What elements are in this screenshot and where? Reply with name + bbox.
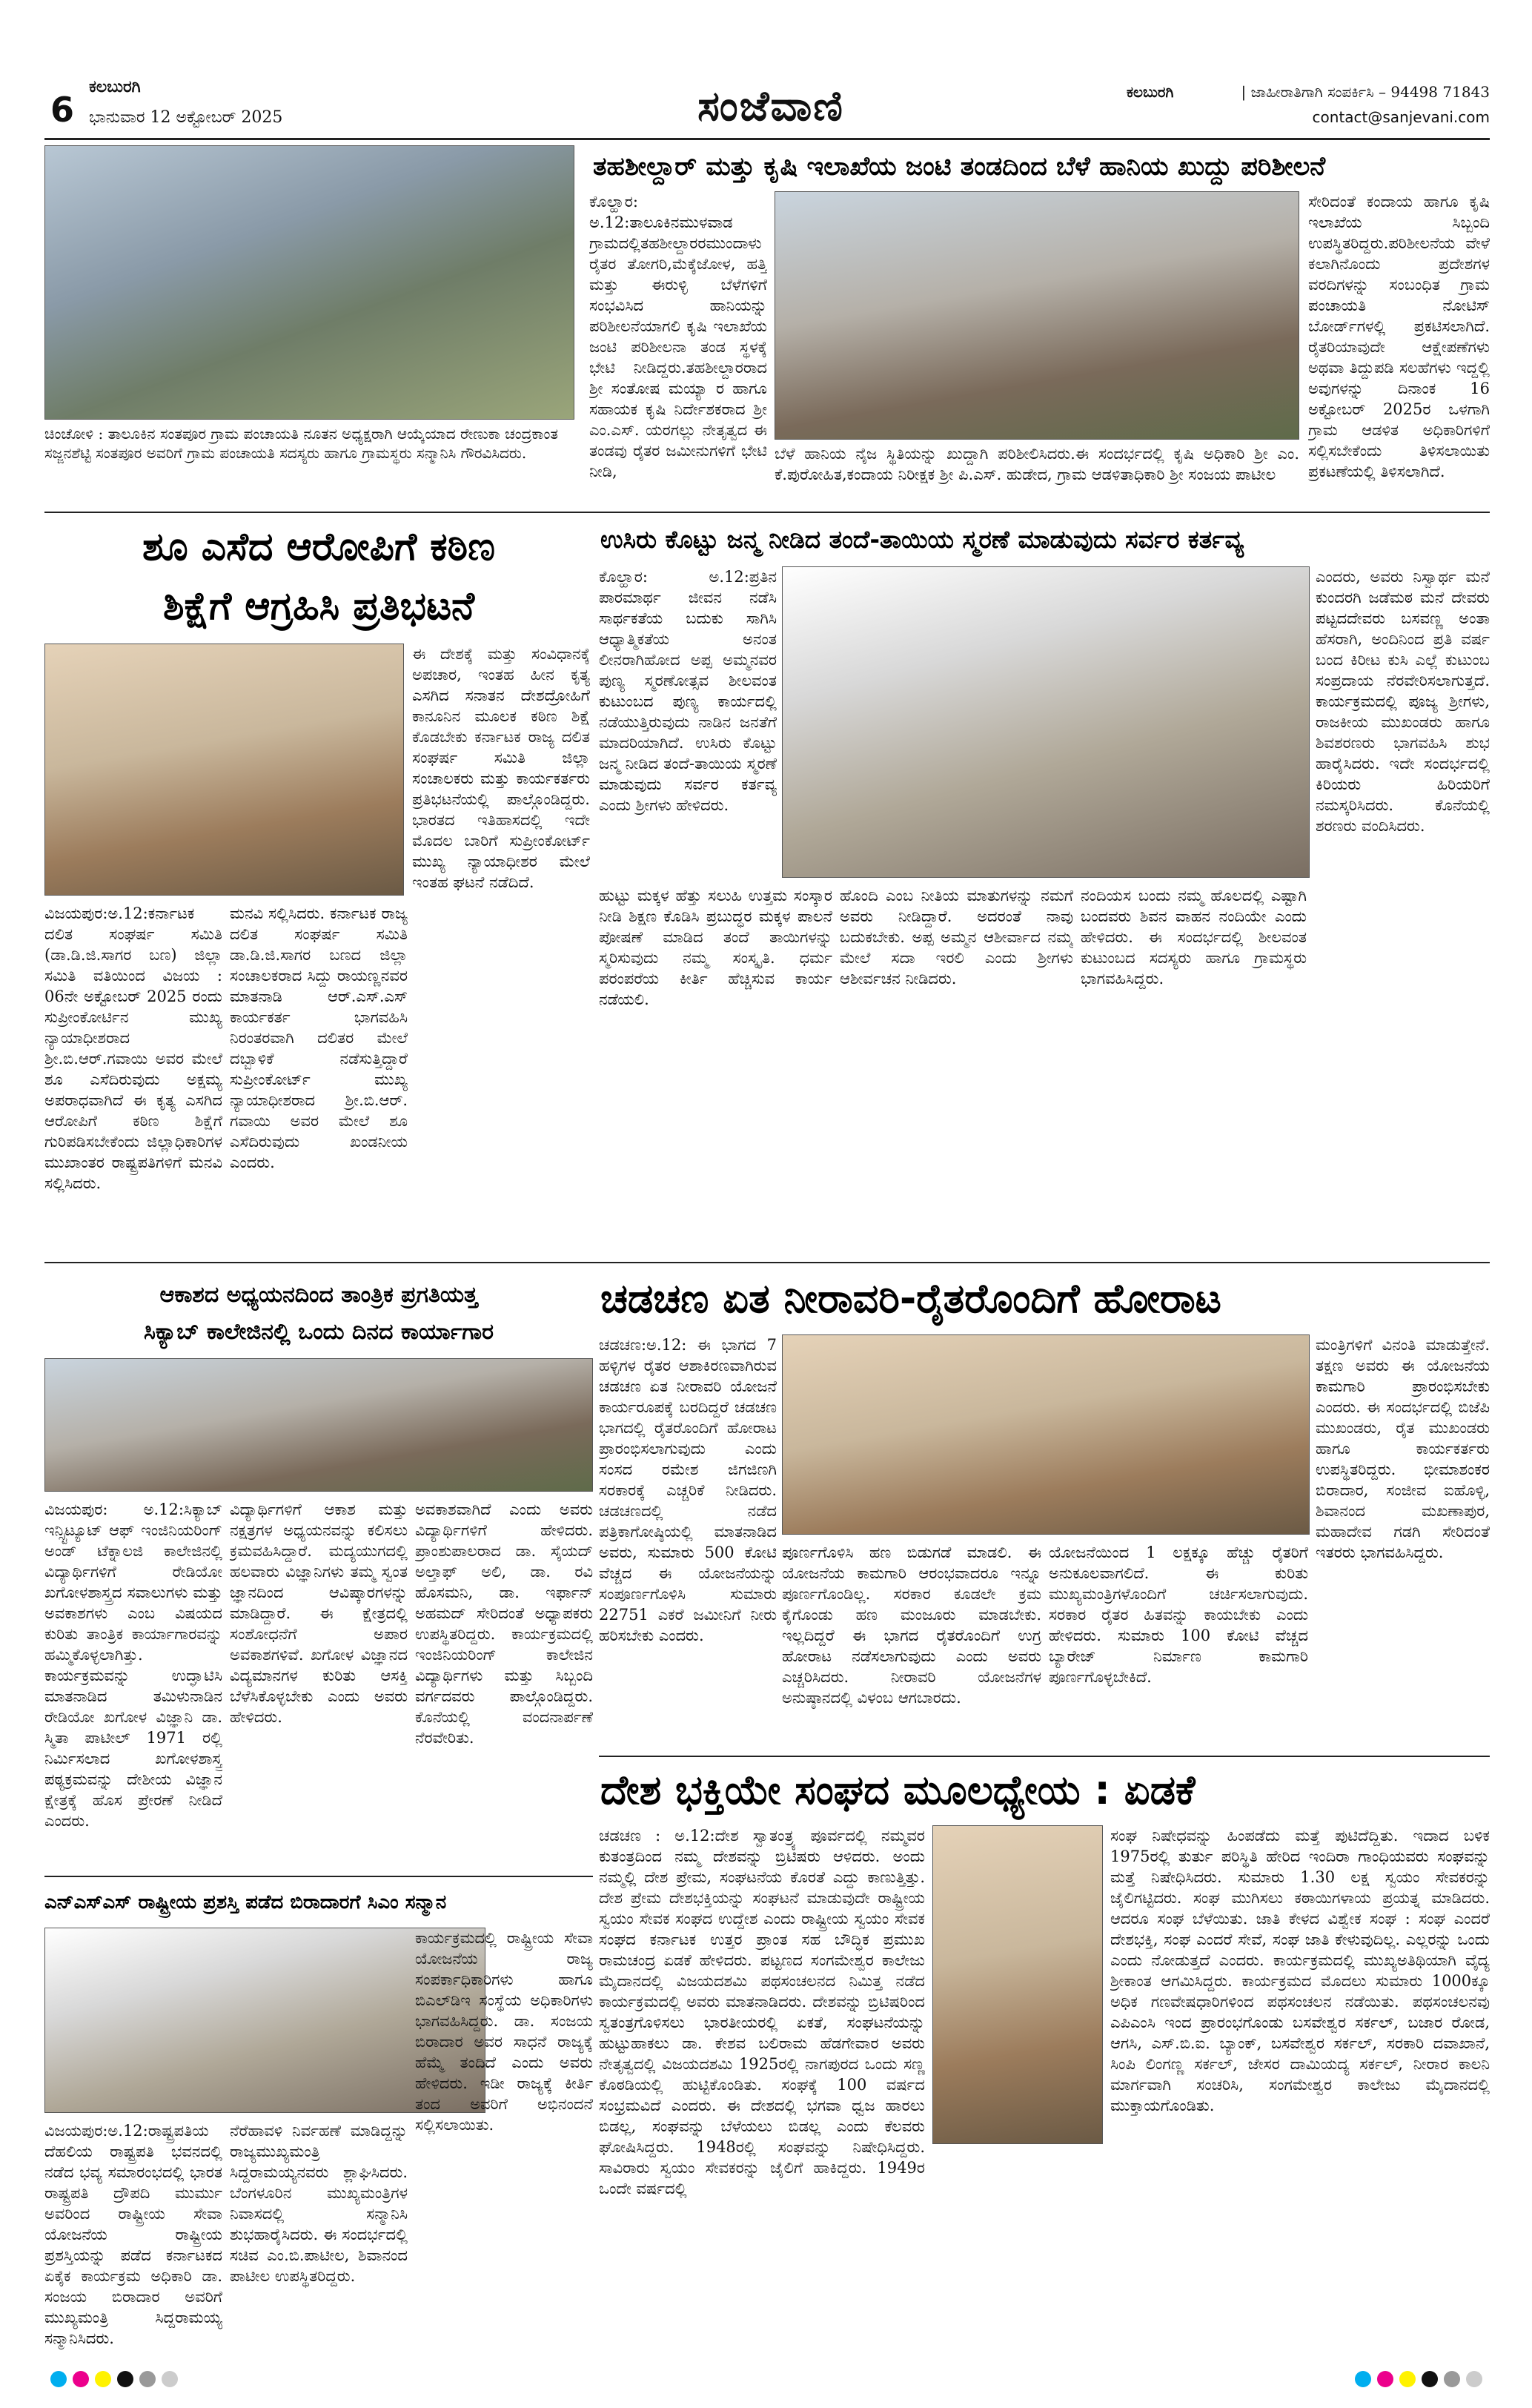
crop-inspection-photo — [775, 191, 1299, 440]
workshop-headline-1: ಆಕಾಶದ ಅಧ್ಯಯನದಿಂದ ತಾಂತ್ರಿಕ ಪ್ರಗತಿಯತ್ತ — [159, 1282, 478, 1308]
remembrance-col4: ನಂದಿಯಸ ಬಂದು ನಮ್ಮ ಹೊಲದಲ್ಲಿ ಎಷ್ಟಾಗಿ ಬಂದವರು ಶಿವನ ವಾಹನ ನಂದಿಯೇ ಎಂದು ಹೇಳಿದರು. ಈ ಸಂದರ್ಭದಲ್ಲಿ ಶೀಲವಂತ ಕುಟುಂಬದ ಸದಸ್ಯರು ಹಾಗೂ ಗ್ರಾಮಸ್ಥರು ಭಾಗವಹಿಸಿದ್ದರು. — [1081, 887, 1307, 988]
divider-1 — [44, 512, 1490, 513]
paper-logo — [623, 77, 919, 136]
masthead-city-left: ಕಲಬುರಗಿ — [89, 77, 141, 96]
workshop-photo — [44, 1358, 593, 1492]
crop-inspection-col2: ಬೆಳೆ ಹಾನಿಯ ನೈಜ ಸ್ಥಿತಿಯನ್ನು ಖುದ್ದಾಗಿ ಪರಿಶೀಲಿಸಿದರು.ಈ ಸಂದರ್ಭದಲ್ಲಿ ಕೃಷಿ ಅಧಿಕಾರಿ ಶ್ರೀ ಎಂ. ಕೆ.ಪುರೋಹಿತ,ಕಂದಾಯ ನಿರೀಕ್ಷಕ ಶ್ರೀ ಪಿ.ಎಸ್. ಹುಡೇದ, ಗ್ರಾಮ ಆಡಳಿತಾಧಿಕಾರಿ ಶ್ರೀ ಸಂಜಯ ಪಾಟೀಲ — [775, 445, 1299, 483]
paper-name: ಸಂಜೆವಾಣಿ — [697, 82, 844, 130]
masthead-rule — [44, 138, 1490, 140]
rss-col1: ಚಡಚಣ : ಅ.12:ದೇಶ ಸ್ವಾತಂತ್ರ್ಯ ಪೂರ್ವದಲ್ಲಿ ನಮ್ಮವರ ಕುತಂತ್ರದಿಂದ ನಮ್ಮ ದೇಶವನ್ನು ಬ್ರಿಟಿಷರು ಆಳಿದರು. ಅಂದು ನಮ್ಮಲ್ಲಿ ದೇಶ ಪ್ರೇಮ, ಸಂಘಟನೆಯ ಕೊರತೆ ಎದ್ದು ಕಾಣುತ್ತಿತ್ತು. ದೇಶ ಪ್ರೇಮ ದೇಶಭಕ್ತಿಯನ್ನು ಸಂಘಟನೆ ಮಾಡುವುದೇ ರಾಷ್ಟ್ರೀಯ ಸ್ವಯಂ ಸೇವಕ ಸಂಘದ ಉದ್ದೇಶ ಎಂದು ರಾಷ್ಟ್ರೀಯ ಸ್ವಯಂ ಸೇವಕ ಸಂಘದ ಕರ್ನಾಟಕ ಉತ್ತರ ಪ್ರಾಂತ ಸಹ ಬೌದ್ಧಿಕ ಪ್ರಮುಖ ರಾಮಚಂದ್ರ ಏಡಕೆ ಹೇಳಿದರು. ಪಟ್ಟಣದ ಸಂಗಮೇಶ್ವರ ಕಾಲೇಜು ಮೈದಾನದಲ್ಲಿ ವಿಜಯದಶಮಿ ಪಥಸಂಚಲನದ ನಿಮಿತ್ತ ನಡೆದ ಕಾರ್ಯಕ್ರಮದಲ್ಲಿ ಅವರು ಮಾತನಾಡಿದರು. ದೇಶವನ್ನು ಬ್ರಿಟಿಷರಿಂದ ಸ್ವತಂತ್ರಗೊಳಿಸಲು ಭಾರತೀಯರಲ್ಲಿ ಏಕತೆ, ಸಂಘಟನೆಯನ್ನು ಹುಟ್ಟುಹಾಕಲು ಡಾ. ಕೇಶವ ಬಲಿರಾಮ ಹೆಡಗೇವಾರ ಅವರು ನೇತೃತ್ವದಲ್ಲಿ ವಿಜಯದಶಮಿ 1925ರಲ್ಲಿ ನಾಗಪುರದ ಒಂದು ಸಣ್ಣ ಕೊಠಡಿಯಲ್ಲಿ ಹುಟ್ಟಿಕೊಂಡಿತು. ಸಂಘಕ್ಕೆ 100 ವರ್ಷದ ಸಂಭ್ರಮವಿದೆ ಎಂದರು. ಈ ದೇಶದಲ್ಲಿ ಭಗವಾ ಧ್ವಜ ಹಾರಲು ಬಿಡಲ್ಲ, ಸಂಘವನ್ನು ಬೆಳೆಯಲು ಬಿಡಲ್ಲ ಎಂದು ಕೆಲವರು ಘೋಷಿಸಿದ್ದರು. 1948ರಲ್ಲಿ ಸಂಘವನ್ನು ನಿಷೇಧಿಸಿದ್ದರು. ಸಾವಿರಾರು ಸ್ವಯಂ ಸೇವಕರನ್ನು ಜೈಲಿಗೆ ಹಾಕಿದ್ದರು. 1949ರ ಒಂದೇ ವರ್ಷದಲ್ಲಿ — [599, 1827, 925, 2197]
irrigation-col1: ಚಡಚಣ:ಅ.12: ಈ ಭಾಗದ 7 ಹಳ್ಳಿಗಳ ರೈತರ ಆಶಾಕಿರಣವಾಗಿರುವ ಚಡಚಣ ಏತ ನೀರಾವರಿ ಯೋಜನೆ ಕಾರ್ಯರೂಪಕ್ಕೆ ಬರದಿದ್ದರೆ ಚಡಚಣ ಭಾಗದಲ್ಲಿ ರೈತರೊಂದಿಗೆ ಹೋರಾಟ ಪ್ರಾರಂಭಿಸಲಾಗುವುದು ಎಂದು ಸಂಸದ ರಮೇಶ ಜಿಗಜಿಣಗಿ ಸರಕಾರಕ್ಕೆ ಎಚ್ಚರಿಕೆ ನೀಡಿದರು. ಚಡಚಣದಲ್ಲಿ ನಡೆದ ಪತ್ರಿಕಾಗೋಷ್ಠಿಯಲ್ಲಿ ಮಾತನಾಡಿದ ಅವರು, ಸುಮಾರು 500 ಕೋಟಿ ವೆಚ್ಚದ ಈ ಯೋಜನೆಯನ್ನು ಸಂಪೂರ್ಣಗೊಳಿಸಿ ಸುಮಾರು 22751 ಎಕರೆ ಜಮೀನಿಗೆ ನೀರು ಹರಿಸಬೇಕು ಎಂದರು. — [599, 1336, 777, 1644]
irrigation-col4: ಮಂತ್ರಿಗಳಿಗೆ ವಿನಂತಿ ಮಾಡುತ್ತೇನೆ. ತಕ್ಷಣ ಅವರು ಈ ಯೋಜನೆಯ ಕಾಮಗಾರಿ ಪ್ರಾರಂಭಿಸಬೇಕು ಎಂದರು. ಈ ಸಂದರ್ಭದಲ್ಲಿ ಬಿಜೆಪಿ ಮುಖಂಡರು, ರೈತ ಮುಖಂಡರು ಹಾಗೂ ಕಾರ್ಯಕರ್ತರು ಉಪಸ್ಥಿತರಿದ್ದರು. ಭೀಮಾಶಂಕರ ಬಿರಾದಾರ, ಸಂಜೀವ ಐಹೊಳ್ಳಿ, ಶಿವಾನಂದ ಮಖಣಾಪುರ, ಮಹಾದೇವ ಗಡಗಿ ಸೇರಿದಂತೆ ಇತರರು ಭಾಗವಹಿಸಿದ್ದರು. — [1316, 1336, 1490, 1561]
reg-dot-magenta-left — [73, 2371, 89, 2387]
santpur-felicitation-photo — [44, 145, 574, 420]
irrigation-photo — [782, 1334, 1310, 1535]
shoe-protest-headline-1: ಶೂ ಎಸೆದ ಆರೋಪಿಗೆ ಕಠಿಣ — [142, 525, 495, 569]
crop-inspection-headline: ತಹಶೀಲ್ದಾರ್ ಮತ್ತು ಕೃಷಿ ಇಲಾಖೆಯ ಜಂಟಿ ತಂಡದಿಂದ ಬೆಳೆ ಹಾನಿಯ ಖುದ್ದು ಪರಿಶೀಲನೆ — [593, 152, 1326, 182]
shoe-protest-headline-2: ಶಿಕ್ಷೆಗೆ ಆಗ್ರಹಿಸಿ ಪ್ರತಿಭಟನೆ — [162, 584, 475, 629]
reg-dot-yellow-left — [95, 2371, 111, 2387]
reg-dot-black-left — [117, 2371, 133, 2387]
shoe-protest-col3: ಈ ದೇಶಕ್ಕೆ ಮತ್ತು ಸಂವಿಧಾನಕ್ಕೆ ಅಪಚಾರ, ಇಂತಹ ಹೀನ ಕೃತ್ಯ ಎಸಗಿದ ಸನಾತನ ದೇಶದ್ರೋಹಿಗೆ ಕಾನೂನಿನ ಮೂಲಕ ಕಠಿಣ ಶಿಕ್ಷೆ ಕೊಡಬೇಕು ಕರ್ನಾಟಕ ರಾಜ್ಯ ದಲಿತ ಸಂಘರ್ಷ ಸಮಿತಿ ಜಿಲ್ಲಾ ಸಂಚಾಲಕರು ಮತ್ತು ಕಾರ್ಯಕರ್ತರು ಪ್ರತಿಭಟನೆಯಲ್ಲಿ ಪಾಲ್ಗೊಂಡಿದ್ದರು. ಭಾರತದ ಇತಿಹಾಸದಲ್ಲಿ ಇದೇ ಮೊದಲ ಬಾರಿಗೆ ಸುಪ್ರೀಂಕೋರ್ಟ್ ಮುಖ್ಯ ನ್ಯಾಯಾಧೀಶರ ಮೇಲೆ ಇಂತಹ ಘಟನೆ ನಡೆದಿದೆ. — [412, 645, 590, 891]
remembrance-photo — [782, 566, 1310, 878]
masthead-city-right: ಕಲಬುರಗಿ — [1127, 83, 1174, 101]
rss-headline: ದೇಶ ಭಕ್ತಿಯೇ ಸಂಘದ ಮೂಲಧ್ಯೇಯ : ಏಡಕೆ — [600, 1767, 1196, 1813]
santpur-felicitation-caption: ಚಿಂಚೋಳಿ : ತಾಲೂಕಿನ ಸಂತಪೂರ ಗ್ರಾಮ ಪಂಚಾಯತಿ ನೂತನ ಅಧ್ಯಕ್ಷರಾಗಿ ಆಯ್ಕೆಯಾದ ರೇಣುಕಾ ಚಂದ್ರಕಾಂತ ಸಜ್ಜನಶೆಟ್ಟಿ ಸಂತಪೂರ ಅವರಿಗೆ ಗ್ರಾಮ ಪಂಚಾಯತಿ ಸದಸ್ಯರು ಹಾಗೂ ಗ್ರಾಮಸ್ಥರು ಸನ್ಮಾನಿಸಿ ಗೌರವಿಸಿದರು. — [44, 425, 558, 462]
shoe-protest-col1: ವಿಜಯಪುರ:ಅ.12:ಕರ್ನಾಟಕ ದಲಿತ ಸಂಘರ್ಷ ಸಮಿತಿ (ಡಾ.ಡಿ.ಜಿ.ಸಾಗರ ಬಣ) ಜಿಲ್ಲಾ ಸಮಿತಿ ವತಿಯಿಂದ ವಿಜಯ : 06ನೇ ಅಕ್ಟೋಬರ್ 2025 ರಂದು ಸುಪ್ರೀಂಕೋರ್ಟಿನ ಮುಖ್ಯ ನ್ಯಾಯಾಧೀಶರಾದ ಶ್ರೀ.ಬಿ.ಆರ್.ಗವಾಯಿ ಅವರ ಮೇಲೆ ಶೂ ಎಸೆದಿರುವುದು ಅಕ್ಷಮ್ಯ ಅಪರಾಧವಾಗಿದೆ ಈ ಕೃತ್ಯ ಎಸಗಿದ ಆರೋಪಿಗೆ ಕಠಿಣ ಶಿಕ್ಷೆಗೆ ಗುರಿಪಡಿಸಬೇಕೆಂದು ಜಿಲ್ಲಾಧಿಕಾರಿಗಳ ಮುಖಾಂತರ ರಾಷ್ಟ್ರಪತಿಗಳಿಗೆ ಮನವಿ ಸಲ್ಲಿಸಿದರು. — [44, 904, 222, 1192]
workshop-headline-2: ಸಿಕ್ಯಾಬ್ ಕಾಲೇಜಿನಲ್ಲಿ ಒಂದು ದಿನದ ಕಾರ್ಯಾಗಾರ — [144, 1319, 494, 1345]
remembrance-col5: ಎಂದರು, ಅವರು ನಿಸ್ವಾರ್ಥ ಮನೆ ಕುಂದರಗಿ ಜಡೆಮಠ ಮನೆ ದೇವರು ಪಟ್ಟದದೇವರು ಬಸವಣ್ಣ ಅಂತಾ ಹೆಸರಾಗಿ, ಅಂದಿನಿಂದ ಪ್ರತಿ ವರ್ಷ ಬಂದ ಕಿರೀಟ ಕುಸಿ ಎಲ್ಲೆ ಕುಟುಂಬ ಸಂಪ್ರದಾಯ ನೆರವೇರಿಸಲಾಗುತ್ತದೆ. ಕಾರ್ಯಕ್ರಮದಲ್ಲಿ ಪೂಜ್ಯ ಶ್ರೀಗಳು, ರಾಜಕೀಯ ಮುಖಂಡರು ಹಾಗೂ ಶಿವಶರಣರು ಭಾಗವಹಿಸಿ ಶುಭ ಹಾರೈಸಿದರು. ಇದೇ ಸಂದರ್ಭದಲ್ಲಿ ಕಿರಿಯರು ಹಿರಿಯರಿಗೆ ನಮಸ್ಕರಿಸಿದರು. ಕೊನೆಯಲ್ಲಿ ಶರಣರು ವಂದಿಸಿದರು. — [1316, 568, 1490, 835]
reg-dot-lightgrey-left — [162, 2371, 178, 2387]
nss-award-headline: ಎನ್‌ಎಸ್‌ಎಸ್ ರಾಷ್ಟ್ರೀಯ ಪ್ರಶಸ್ತಿ ಪಡೆದ ಬಿರಾದಾರಗೆ ಸಿಎಂ ಸನ್ಮಾನ — [44, 1891, 447, 1914]
divider-4 — [44, 1876, 593, 1877]
crop-inspection-col1: ಕೊಲ್ಹಾರ: ಅ.12:ತಾಲೂಕಿನಮುಳವಾಡ ಗ್ರಾಮದಲ್ಲಿತಹಶೀಲ್ದಾರರಮುಂದಾಳು ರೈತರ ತೋಗರಿ,ಮೆಕ್ಕೆಜೋಳ, ಹತ್ತಿ ಮತ್ತು ಈರುಳ್ಳಿ ಬೆಳೆಗಳಿಗೆ ಸಂಭವಿಸಿದ ಹಾನಿಯನ್ನು ಪರಿಶೀಲನೆಯಾಗಲಿ ಕೃಷಿ ಇಲಾಖೆಯ ಜಂಟಿ ಪರಿಶೀಲನಾ ತಂಡ ಸ್ಥಳಕ್ಕೆ ಭೇಟಿ ನೀಡಿದ್ದರು.ತಹಶೀಲ್ದಾರರಾದ ಶ್ರೀ ಸಂತೋಷ ಮಯ್ಯಾ ರ ಹಾಗೂ ಸಹಾಯಕ ಕೃಷಿ ನಿರ್ದೇಶಕರಾದ ಶ್ರೀ ಎಂ.ಎಸ್. ಯರಗಲ್ಲು ನೇತೃತ್ವದ ಈ ತಂಡವು ರೈತರ ಜಮೀನುಗಳಿಗೆ ಭೇಟಿ ನೀಡಿ, — [589, 193, 767, 480]
workshop-col2: ವಿದ್ಯಾರ್ಥಿಗಳಿಗೆ ಆಕಾಶ ಮತ್ತು ನಕ್ಷತ್ರಗಳ ಅಧ್ಯಯನವನ್ನು ಕಲಿಸಲು ಕ್ರಮವಹಿಸಿದ್ದಾರೆ. ಮದ್ಯಯುಗದಲ್ಲಿ ಹಲವಾರು ವಿಜ್ಞಾನಿಗಳು ತಮ್ಮ ಸ್ವಂತ ಜ್ಞಾನದಿಂದ ಆವಿಷ್ಕಾರಗಳನ್ನು ಮಾಡಿದ್ದಾರೆ. ಈ ಕ್ಷೇತ್ರದಲ್ಲಿ ಸಂಶೋಧನೆಗೆ ಅಪಾರ ಅವಕಾಶಗಳಿವೆ. ಖಗೋಳ ವಿಜ್ಞಾನದ ವಿದ್ಯಮಾನಗಳ ಕುರಿತು ಆಸಕ್ತಿ ಬೆಳೆಸಿಕೊಳ್ಳಬೇಕು ಎಂದು ಅವರು ಹೇಳಿದರು. — [230, 1501, 408, 1726]
remembrance-col1: ಕೊಲ್ಹಾರ: ಅ.12:ಪ್ರತಿನ ಪಾರಮಾರ್ಥ ಜೀವನ ನಡೆಸಿ ಸಾರ್ಥಕತೆಯ ಬದುಕು ಸಾಗಿಸಿ ಆಧ್ಯಾತ್ಮಿಕತೆಯ ಅನಂತ ಲೀನರಾಗಿಹೋದ ಅಪ್ಪ ಅಮ್ಮನವರ ಪುಣ್ಯ ಸ್ಮರಣೋತ್ಸವ ಶೀಲವಂತ ಕುಟುಂಬದ ಪುಣ್ಯ ಕಾರ್ಯದಲ್ಲಿ ನಡೆಯುತ್ತಿರುವುದು ನಾಡಿನ ಜನತೆಗೆ ಮಾದರಿಯಾಗಿದೆ. ಉಸಿರು ಕೊಟ್ಟು ಜನ್ಮ ನೀಡಿದ ತಂದೆ-ತಾಯಿಯ ಸ್ಮರಣೆ ಮಾಡುವುದು ಸರ್ವರ ಕರ್ತವ್ಯ ಎಂದು ಶ್ರೀಗಳು ಹೇಳಿದರು. — [599, 568, 777, 814]
rss-col2: ಸಂಘ ನಿಷೇಧವನ್ನು ಹಿಂಪಡೆದು ಮತ್ತೆ ಪುಟಿದೆದ್ದಿತು. ಇದಾದ ಬಳಿಕ 1975ರಲ್ಲಿ ತುರ್ತು ಪರಿಸ್ಥಿತಿ ಹೇರಿದ ಇಂದಿರಾ ಗಾಂಧಿಯವರು ಸಂಘವನ್ನು ಮತ್ತೆ ನಿಷೇಧಿಸಿದರು. ಸುಮಾರು 1.30 ಲಕ್ಷ ಸ್ವಯಂ ಸೇವಕರನ್ನು ಜೈಲಿಗಟ್ಟಿದರು. ಸಂಘ ಮುಗಿಸಲು ಕಠಾಯಿಗಳಾಯ ಪ್ರಯತ್ನ ಮಾಡಿದರು. ಆದರೂ ಸಂಘ ಬೆಳೆಯಿತು. ಜಾತಿ ಕೇಳದ ವಿಶ್ವೇಕ ಸಂಘ : ಸಂಘ ಎಂದರೆ ದೇಶಭಕ್ತಿ, ಸಂಘ ಎಂದರೆ ಸೇವೆ, ಸಂಘ ಜಾತಿ ಕೇಳುವುದಿಲ್ಲ. ಎಲ್ಲರನ್ನು ಒಂದು ಎಂದು ನೋಡುತ್ತದೆ ಎಂದರು. ಕಾರ್ಯಕ್ರಮದಲ್ಲಿ ಮುಖ್ಯಅತಿಥಿಯಾಗಿ ವೈದ್ಯ ಶ್ರೀಕಾಂತ ಆಗಮಿಸಿದ್ದರು. ಕಾರ್ಯಕ್ರಮದ ಮೊದಲು ಸುಮಾರು 1000ಕ್ಕೂ ಅಧಿಕ ಗಣವೇಷಧಾರಿಗಳಿಂದ ಪಥಸಂಚಲನ ನಡೆಯಿತು. ಪಥಸಂಚಲನವು ಎಪಿಎಂಸಿ ಇಂದ ಪ್ರಾರಂಭಗೊಂಡು ಬಸವೇಶ್ವರ ಸರ್ಕಲ್, ಬಜಾರ ರೋಡ, ಆಗಸಿ, ಎಸ್.ಬಿ.ಐ. ಬ್ಯಾಂಕ್, ಬಸವೇಶ್ವರ ಸರ್ಕಲ್, ಸರಕಾರಿ ದವಾಖಾನೆ, ಸಿಂಪಿ ಲಿಂಗಣ್ಣ ಸರ್ಕಲ್, ಜೇಸರ ದಾಮಿಯದ್ಯ ಸರ್ಕಲ್, ನೀರಾರ ಕಾಲನಿ ಮಾರ್ಗವಾಗಿ ಸಂಚರಿಸಿ, ಸಂಗಮೇಶ್ವರ ಕಾಲೇಜು ಮೈದಾನದಲ್ಲಿ ಮುಕ್ತಾಯಗೊಂಡಿತು. — [1110, 1827, 1490, 2114]
email-link[interactable]: contact@sanjevani.com — [1312, 108, 1490, 126]
reg-dot-yellow-right — [1399, 2371, 1416, 2387]
divider-3 — [599, 1756, 1490, 1757]
irrigation-headline: ಚಡಚಣ ಏತ ನೀರಾವರಿ-ರೈತರೊಂದಿಗೆ ಹೋರಾಟ — [600, 1275, 1221, 1322]
reg-dot-grey-right — [1444, 2371, 1460, 2387]
masthead-date: ಭಾನುವಾರ 12 ಅಕ್ಟೋಬರ್ 2025 — [89, 108, 283, 127]
reg-dot-magenta-right — [1377, 2371, 1393, 2387]
shoe-protest-photo — [44, 644, 404, 896]
reg-dot-black-right — [1422, 2371, 1438, 2387]
ad-contact: | ಜಾಹೀರಾತಿಗಾಗಿ ಸಂಪರ್ಕಿಸಿ – 94498 71843 — [1241, 83, 1490, 101]
reg-dot-grey-left — [139, 2371, 156, 2387]
divider-2 — [44, 1262, 1490, 1263]
reg-dot-cyan-right — [1355, 2371, 1371, 2387]
irrigation-col2: ಪೂರ್ಣಗೊಳಿಸಿ ಹಣ ಬಿಡುಗಡೆ ಮಾಡಲಿ. ಈ ಯೋಜನೆಯ ಕಾಮಗಾರಿ ಆರಂಭವಾದರೂ ಇನ್ನೂ ಪೂರ್ಣಗೊಂಡಿಲ್ಲ. ಸರಕಾರ ಕೂಡಲೇ ಕ್ರಮ ಕೈಗೊಂಡು ಹಣ ಮಂಜೂರು ಮಾಡಬೇಕು. ಇಲ್ಲದಿದ್ದರೆ ಈ ಭಾಗದ ರೈತರೊಂದಿಗೆ ಉಗ್ರ ಹೋರಾಟ ನಡೆಸಲಾಗುವುದು ಎಂದು ಅವರು ಎಚ್ಚರಿಸಿದರು. ನೀರಾವರಿ ಯೋಜನೆಗಳ ಅನುಷ್ಠಾನದಲ್ಲಿ ವಿಳಂಬ ಆಗಬಾರದು. — [782, 1544, 1041, 1707]
page-number: 6 — [50, 90, 75, 130]
nss-award-col2: ನೆರೆಹಾವಳಿ ನಿರ್ವಹಣೆ ಮಾಡಿದ್ದನ್ನು ರಾಜ್ಯಮುಖ್ಯಮಂತ್ರಿ ಸಿದ್ದರಾಮಯ್ಯನವರು ಶ್ಲಾಘಿಸಿದರು. ಬೆಂಗಳೂರಿನ ಮುಖ್ಯಮಂತ್ರಿಗಳ ನಿವಾಸದಲ್ಲಿ ಸನ್ಮಾನಿಸಿ ಶುಭಹಾರೈಸಿದರು. ಈ ಸಂದರ್ಭದಲ್ಲಿ ಸಚಿವ ಎಂ.ಬಿ.ಪಾಟೀಲ, ಶಿವಾನಂದ ಪಾಟೀಲ ಉಪಸ್ಥಿತರಿದ್ದರು. — [230, 2122, 408, 2285]
remembrance-headline: ಉಸಿರು ಕೊಟ್ಟು ಜನ್ಮ ನೀಡಿದ ತಂದೆ-ತಾಯಿಯ ಸ್ಮರಣೆ ಮಾಡುವುದು ಸರ್ವರ ಕರ್ತವ್ಯ — [600, 525, 1244, 554]
reg-dot-cyan-left — [50, 2371, 67, 2387]
rss-speaker-photo — [932, 1825, 1103, 2144]
workshop-col1: ವಿಜಯಪುರ: ಅ.12:ಸಿಕ್ಯಾಬ್ ಇನ್ಸ್ಟಿಟ್ಯೂಟ್ ಆಫ್ ಇಂಜಿನಿಯರಿಂಗ್ ಅಂಡ್ ಟೆಕ್ನಾಲಜಿ ಕಾಲೇಜಿನಲ್ಲಿ ವಿದ್ಯಾರ್ಥಿಗಳಿಗೆ ರೇಡಿಯೋ ಖಗೋಳಶಾಸ್ತ್ರದ ಸವಾಲುಗಳು ಮತ್ತು ಅವಕಾಶಗಳು ಎಂಬ ವಿಷಯದ ಕುರಿತು ತಾಂತ್ರಿಕ ಕಾರ್ಯಾಗಾರವನ್ನು ಹಮ್ಮಿಕೊಳ್ಳಲಾಗಿತ್ತು. ಕಾರ್ಯಕ್ರಮವನ್ನು ಉದ್ಘಾಟಿಸಿ ಮಾತನಾಡಿದ ತಮಿಳುನಾಡಿನ ರೇಡಿಯೋ ಖಗೋಳ ವಿಜ್ಞಾನಿ ಡಾ. ಸ್ಮಿತಾ ಪಾಟೀಲ್ 1971 ರಲ್ಲಿ ನಿರ್ಮಿಸಲಾದ ಖಗೋಳಶಾಸ್ತ್ರ ಪಠ್ಯಕ್ರಮವನ್ನು ದೇಶೀಯ ವಿಜ್ಞಾನ ಕ್ಷೇತ್ರಕ್ಕೆ ಹೊಸ ಪ್ರೇರಣೆ ನೀಡಿದೆ ಎಂದರು. — [44, 1501, 222, 1830]
nss-award-col1: ವಿಜಯಪುರ:ಅ.12:ರಾಷ್ಟ್ರಪತಿಯ ದೆಹಲಿಯ ರಾಷ್ಟ್ರಪತಿ ಭವನದಲ್ಲಿ ನಡೆದ ಭವ್ಯ ಸಮಾರಂಭದಲ್ಲಿ ಭಾರತ ರಾಷ್ಟ್ರಪತಿ ದ್ರೌಪದಿ ಮುರ್ಮು ಅವರಿಂದ ರಾಷ್ಟ್ರೀಯ ಸೇವಾ ಯೋಜನೆಯ ರಾಷ್ಟ್ರೀಯ ಪ್ರಶಸ್ತಿಯನ್ನು ಪಡೆದ ಕರ್ನಾಟಕದ ಏಕೈಕ ಕಾರ್ಯಕ್ರಮ ಅಧಿಕಾರಿ ಡಾ. ಸಂಜಯ ಬಿರಾದಾರ ಅವರಿಗೆ ಮುಖ್ಯಮಂತ್ರಿ ಸಿದ್ದರಾಮಯ್ಯ ಸನ್ಮಾನಿಸಿದರು. — [44, 2122, 222, 2347]
irrigation-col3: ಯೋಜನೆಯಿಂದ 1 ಲಕ್ಷಕ್ಕೂ ಹೆಚ್ಚು ರೈತರಿಗೆ ಅನುಕೂಲವಾಗಲಿದೆ. ಈ ಕುರಿತು ಮುಖ್ಯಮಂತ್ರಿಗಳೊಂದಿಗೆ ಚರ್ಚಿಸಲಾಗುವುದು. ಸರಕಾರ ರೈತರ ಹಿತವನ್ನು ಕಾಯಬೇಕು ಎಂದು ಹೇಳಿದರು. ಸುಮಾರು 100 ಕೋಟಿ ವೆಚ್ಚದ ಬ್ಯಾರೇಜ್ ನಿರ್ಮಾಣ ಕಾಮಗಾರಿ ಪೂರ್ಣಗೊಳ್ಳಬೇಕಿದೆ. — [1049, 1544, 1308, 1686]
reg-dot-lightgrey-right — [1466, 2371, 1482, 2387]
remembrance-col3: ಹೊಂದಿ ಎಂಬ ನೀತಿಯ ಮಾತುಗಳನ್ನು ನಮಗೆ ಅವರು ನೀಡಿದ್ದಾರೆ. ಅದರಂತೆ ನಾವು ಬದುಕಬೇಕು. ಅಪ್ಪ ಅಮ್ಮನ ಆಶೀರ್ವಾದ ನಮ್ಮ ಮೇಲೆ ಸದಾ ಇರಲಿ ಎಂದು ಶ್ರೀಗಳು ಆಶೀರ್ವಚನ ನೀಡಿದರು. — [840, 887, 1073, 988]
workshop-col3: ಅವಕಾಶವಾಗಿದೆ ಎಂದು ಅವರು ವಿದ್ಯಾರ್ಥಿಗಳಿಗೆ ಹೇಳಿದರು. ಪ್ರಾಂಶುಪಾಲರಾದ ಡಾ. ಸೈಯದ್ ಅಲ್ತಾಫ್ ಅಲಿ, ಡಾ. ರವಿ ಹೊಸಮನಿ, ಡಾ. ಇರ್ಫಾನ್ ಅಹಮದ್ ಸೇರಿದಂತೆ ಅಧ್ಯಾಪಕರು ಉಪಸ್ಥಿತರಿದ್ದರು. ಕಾರ್ಯಕ್ರಮದಲ್ಲಿ ಇಂಜಿನಿಯರಿಂಗ್ ಕಾಲೇಜಿನ ವಿದ್ಯಾರ್ಥಿಗಳು ಮತ್ತು ಸಿಬ್ಬಂದಿ ವರ್ಗದವರು ಪಾಲ್ಗೊಂಡಿದ್ದರು. ಕೊನೆಯಲ್ಲಿ ವಂದನಾರ್ಪಣೆ ನೆರವೇರಿತು. — [415, 1501, 593, 1747]
crop-inspection-col3: ಸೇರಿದಂತೆ ಕಂದಾಯ ಹಾಗೂ ಕೃಷಿ ಇಲಾಖೆಯ ಸಿಬ್ಬಂದಿ ಉಪಸ್ಥಿತರಿದ್ದರು.ಪರಿಶೀಲನೆಯ ವೇಳೆ ಕಲಾಗಿನೊಂದು ಪ್ರದೇಶಗಳ ವರದಿಗಳನ್ನು ಸಂಬಂಧಿತ ಗ್ರಾಮ ಪಂಚಾಯತಿ ನೋಟಿಸ್ ಬೋರ್ಡ್‌ಗಳಲ್ಲಿ ಪ್ರಕಟಿಸಲಾಗಿದೆ. ರೈತರಿಯಾವುದೇ ಆಕ್ಷೇಪಣೆಗಳು ಅಥವಾ ತಿದ್ದುಪಡಿ ಸಲಹೆಗಳು ಇದ್ದಲ್ಲಿ ಅವುಗಳನ್ನು ದಿನಾಂಕ 16 ಅಕ್ಟೋಬರ್ 2025ರ ಒಳಗಾಗಿ ಗ್ರಾಮ ಆಡಳಿತ ಅಧಿಕಾರಿಗಳಿಗೆ ಸಲ್ಲಿಸಬೇಕೆಂದು ತಿಳಿಸಲಾಯಿತು ಪ್ರಕಟಣೆಯಲ್ಲಿ ತಿಳಿಸಲಾಗಿದೆ. — [1308, 193, 1490, 480]
shoe-protest-col2: ಮನವಿ ಸಲ್ಲಿಸಿದರು. ಕರ್ನಾಟಕ ರಾಜ್ಯ ದಲಿತ ಸಂಘರ್ಷ ಸಮಿತಿ ಡಾ.ಡಿ.ಜಿ.ಸಾಗರ ಬಣದ ಜಿಲ್ಲಾ ಸಂಚಾಲಕರಾದ ಸಿದ್ದು ರಾಯಣ್ಣನವರ ಮಾತನಾಡಿ ಆರ್.ಎಸ್.ಎಸ್ ಕಾರ್ಯಕರ್ತ ಭಾಗವಹಿಸಿ ನಿರಂತರವಾಗಿ ದಲಿತರ ಮೇಲೆ ದಬ್ಬಾಳಿಕೆ ನಡೆಸುತ್ತಿದ್ದಾರೆ ಸುಪ್ರೀಂಕೋರ್ಟ್ ಮುಖ್ಯ ನ್ಯಾಯಾಧೀಶರಾದ ಶ್ರೀ.ಬಿ.ಆರ್. ಗವಾಯಿ ಅವರ ಮೇಲೆ ಶೂ ಎಸೆದಿರುವುದು ಖಂಡನೀಯ ಎಂದರು. — [230, 904, 408, 1171]
nss-award-col3: ಕಾರ್ಯಕ್ರಮದಲ್ಲಿ ರಾಷ್ಟ್ರೀಯ ಸೇವಾ ಯೋಜನೆಯ ರಾಜ್ಯ ಸಂಪರ್ಕಾಧಿಕಾರಿಗಳು ಹಾಗೂ ಬಿಎಲ್‌ಡಿಇ ಸಂಸ್ಥೆಯ ಅಧಿಕಾರಿಗಳು ಭಾಗವಹಿಸಿದ್ದರು. ಡಾ. ಸಂಜಯ ಬಿರಾದಾರ ಅವರ ಸಾಧನೆ ರಾಜ್ಯಕ್ಕೆ ಹೆಮ್ಮೆ ತಂದಿದೆ ಎಂದು ಅವರು ಹೇಳಿದರು. ಇಡೀ ರಾಜ್ಯಕ್ಕೆ ಕೀರ್ತಿ ತಂದ ಅವರಿಗೆ ಅಭಿನಂದನೆ ಸಲ್ಲಿಸಲಾಯಿತು. — [415, 1929, 593, 2134]
remembrance-col2: ಹುಟ್ಟು ಮಕ್ಕಳ ಹೆತ್ತು ಸಲುಹಿ ಉತ್ತಮ ಸಂಸ್ಕಾರ ನೀಡಿ ಶಿಕ್ಷಣ ಕೊಡಿಸಿ ಪ್ರಬುದ್ಧರ ಮಕ್ಕಳ ಪಾಲನೆ ಪೋಷಣೆ ಮಾಡಿದ ತಂದೆ ತಾಯಿಗಳನ್ನು ಸ್ಮರಿಸುವುದು ನಮ್ಮ ಸಂಸ್ಕೃತಿ. ಧರ್ಮ ಪರಂಪರೆಯ ಕೀರ್ತಿ ಹೆಚ್ಚಿಸುವ ಕಾರ್ಯ ನಡೆಯಲಿ. — [599, 887, 832, 1008]
